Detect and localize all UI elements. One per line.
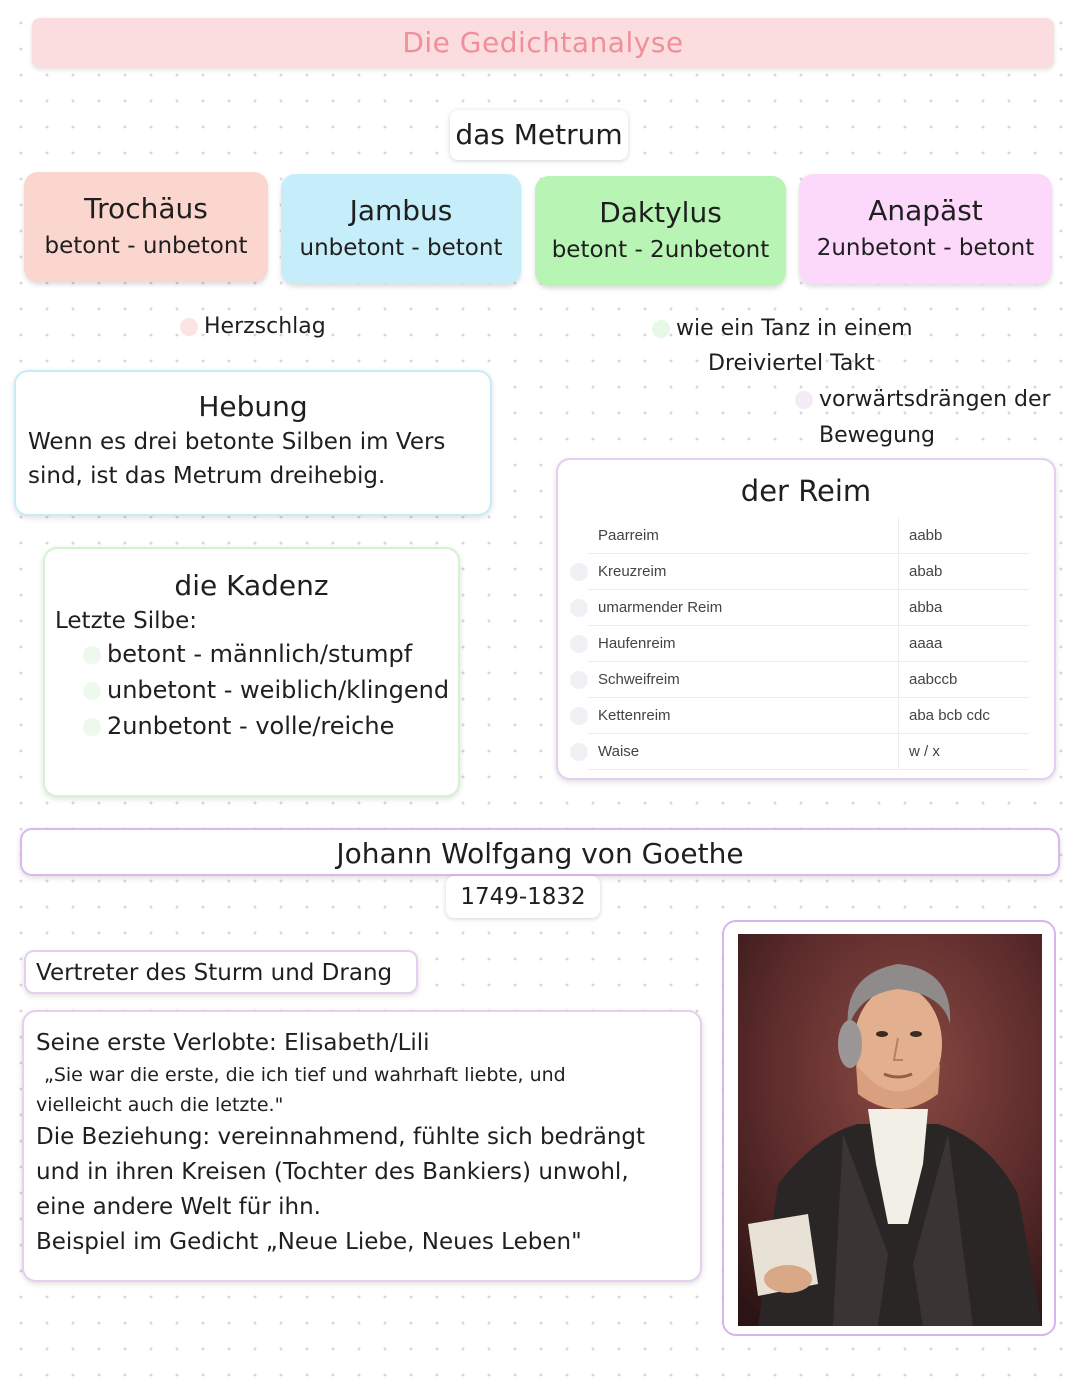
meter-card-trochaeus: [24, 172, 268, 282]
meter-name: Jambus: [349, 194, 453, 227]
note-anapaest: [795, 382, 1075, 454]
reim-name: Waise: [598, 743, 640, 760]
reim-name: Kettenreim: [598, 707, 671, 724]
bullet-dot: [83, 646, 101, 664]
bullet-dot: [652, 320, 670, 338]
bullet-dot: [570, 743, 588, 761]
reim-scheme: aaaa: [899, 626, 1030, 662]
reim-name: Haufenreim: [598, 635, 676, 652]
kadenz-item-text: unbetont - weiblich/klingend: [107, 676, 450, 704]
bio-card: [22, 1010, 702, 1282]
goethe-years: 1749-1832: [446, 876, 600, 918]
table-row: [588, 590, 1029, 626]
hebung-heading: Hebung: [198, 390, 308, 423]
movement-chip: [24, 950, 418, 994]
meter-name: Anapäst: [868, 194, 983, 227]
kadenz-heading: die Kadenz: [174, 569, 329, 602]
kadenz-item: [83, 676, 458, 704]
reim-scheme: aba bcb cdc: [899, 698, 1030, 734]
reim-scheme: aabb: [899, 518, 1030, 554]
bio-line: eine andere Welt für ihn.: [36, 1194, 321, 1220]
kadenz-item-text: 2unbetont - volle/reiche: [107, 712, 395, 740]
note-herzschlag: [180, 314, 326, 339]
reim-scheme: abab: [899, 554, 1030, 590]
bio-line: Beispiel im Gedicht „Neue Liebe, Neues Leben": [36, 1229, 582, 1255]
bullet-dot: [795, 391, 813, 409]
bullet-dot: [570, 599, 588, 617]
reim-name: Schweifreim: [598, 671, 680, 688]
meter-pattern: unbetont - betont: [299, 235, 503, 261]
bullet-dot: [83, 682, 101, 700]
reim-card: [556, 458, 1056, 780]
reim-scheme: w / x: [899, 734, 1030, 770]
meter-name: Daktylus: [599, 196, 722, 229]
bullet-dot: [83, 718, 101, 736]
table-row: [588, 518, 1029, 554]
bullet-dot: [570, 671, 588, 689]
bullet-dot: [570, 635, 588, 653]
movement-text: Vertreter des Sturm und Drang: [36, 960, 393, 986]
reim-scheme: aabccb: [899, 662, 1030, 698]
bullet-dot: [570, 563, 588, 581]
reim-name: Paarreim: [588, 518, 899, 554]
bio-line: Seine erste Verlobte: Elisabeth/Lili: [36, 1030, 430, 1056]
note-text: Dreiviertel Takt: [708, 351, 875, 376]
meter-pattern: betont - unbetont: [44, 233, 248, 259]
table-row: [588, 626, 1029, 662]
goethe-name: Johann Wolfgang von Goethe: [336, 837, 744, 870]
kadenz-intro: Letzte Silbe:: [55, 608, 198, 634]
portrait-frame: [722, 920, 1056, 1336]
kadenz-item: [83, 712, 458, 740]
bullet-dot: [180, 318, 198, 336]
note-text: Herzschlag: [204, 314, 326, 339]
table-row: [588, 698, 1029, 734]
reim-table: [588, 518, 1029, 770]
bio-line: Die Beziehung: vereinnahmend, fühlte sich bedrängt: [36, 1124, 646, 1150]
kadenz-item-text: betont - männlich/stumpf: [107, 640, 413, 668]
meter-card-daktylus: [535, 176, 786, 286]
meter-card-jambus: [281, 174, 521, 284]
kadenz-card: [43, 547, 460, 797]
kadenz-item: [83, 640, 458, 668]
reim-scheme: abba: [899, 590, 1030, 626]
reim-name: umarmender Reim: [598, 599, 723, 616]
page-title: Die Gedichtanalyse: [32, 18, 1054, 68]
bio-quote: vielleicht auch die letzte.": [36, 1094, 284, 1116]
note-daktylus: [652, 311, 952, 381]
reim-name: Kreuzreim: [598, 563, 667, 580]
goethe-name-bar: [20, 828, 1060, 876]
meter-name: Trochäus: [84, 192, 208, 225]
table-row: [588, 734, 1029, 770]
table-row: [588, 662, 1029, 698]
note-text: vorwärtsdrängen der: [819, 387, 1051, 412]
note-text: Bewegung: [819, 423, 935, 448]
hebung-text-line2: sind, ist das Metrum dreihebig.: [28, 463, 386, 489]
note-text: wie ein Tanz in einem: [676, 316, 913, 341]
reim-heading: der Reim: [740, 474, 872, 508]
bullet-dot: [570, 707, 588, 725]
bio-quote: „Sie war die erste, die ich tief und wahrhaft liebte, und: [44, 1064, 566, 1086]
metrum-heading: das Metrum: [450, 110, 628, 160]
meter-pattern: 2unbetont - betont: [816, 235, 1035, 261]
meter-pattern: betont - 2unbetont: [551, 237, 770, 263]
goethe-portrait-image: [738, 934, 1042, 1326]
meter-card-anapaest: [799, 174, 1052, 284]
table-row: [588, 554, 1029, 590]
hebung-text-line1: Wenn es drei betonte Silben im Vers: [28, 429, 446, 455]
bio-line: und in ihren Kreisen (Tochter des Bankiers) unwohl,: [36, 1159, 629, 1185]
hebung-card: [14, 370, 492, 516]
